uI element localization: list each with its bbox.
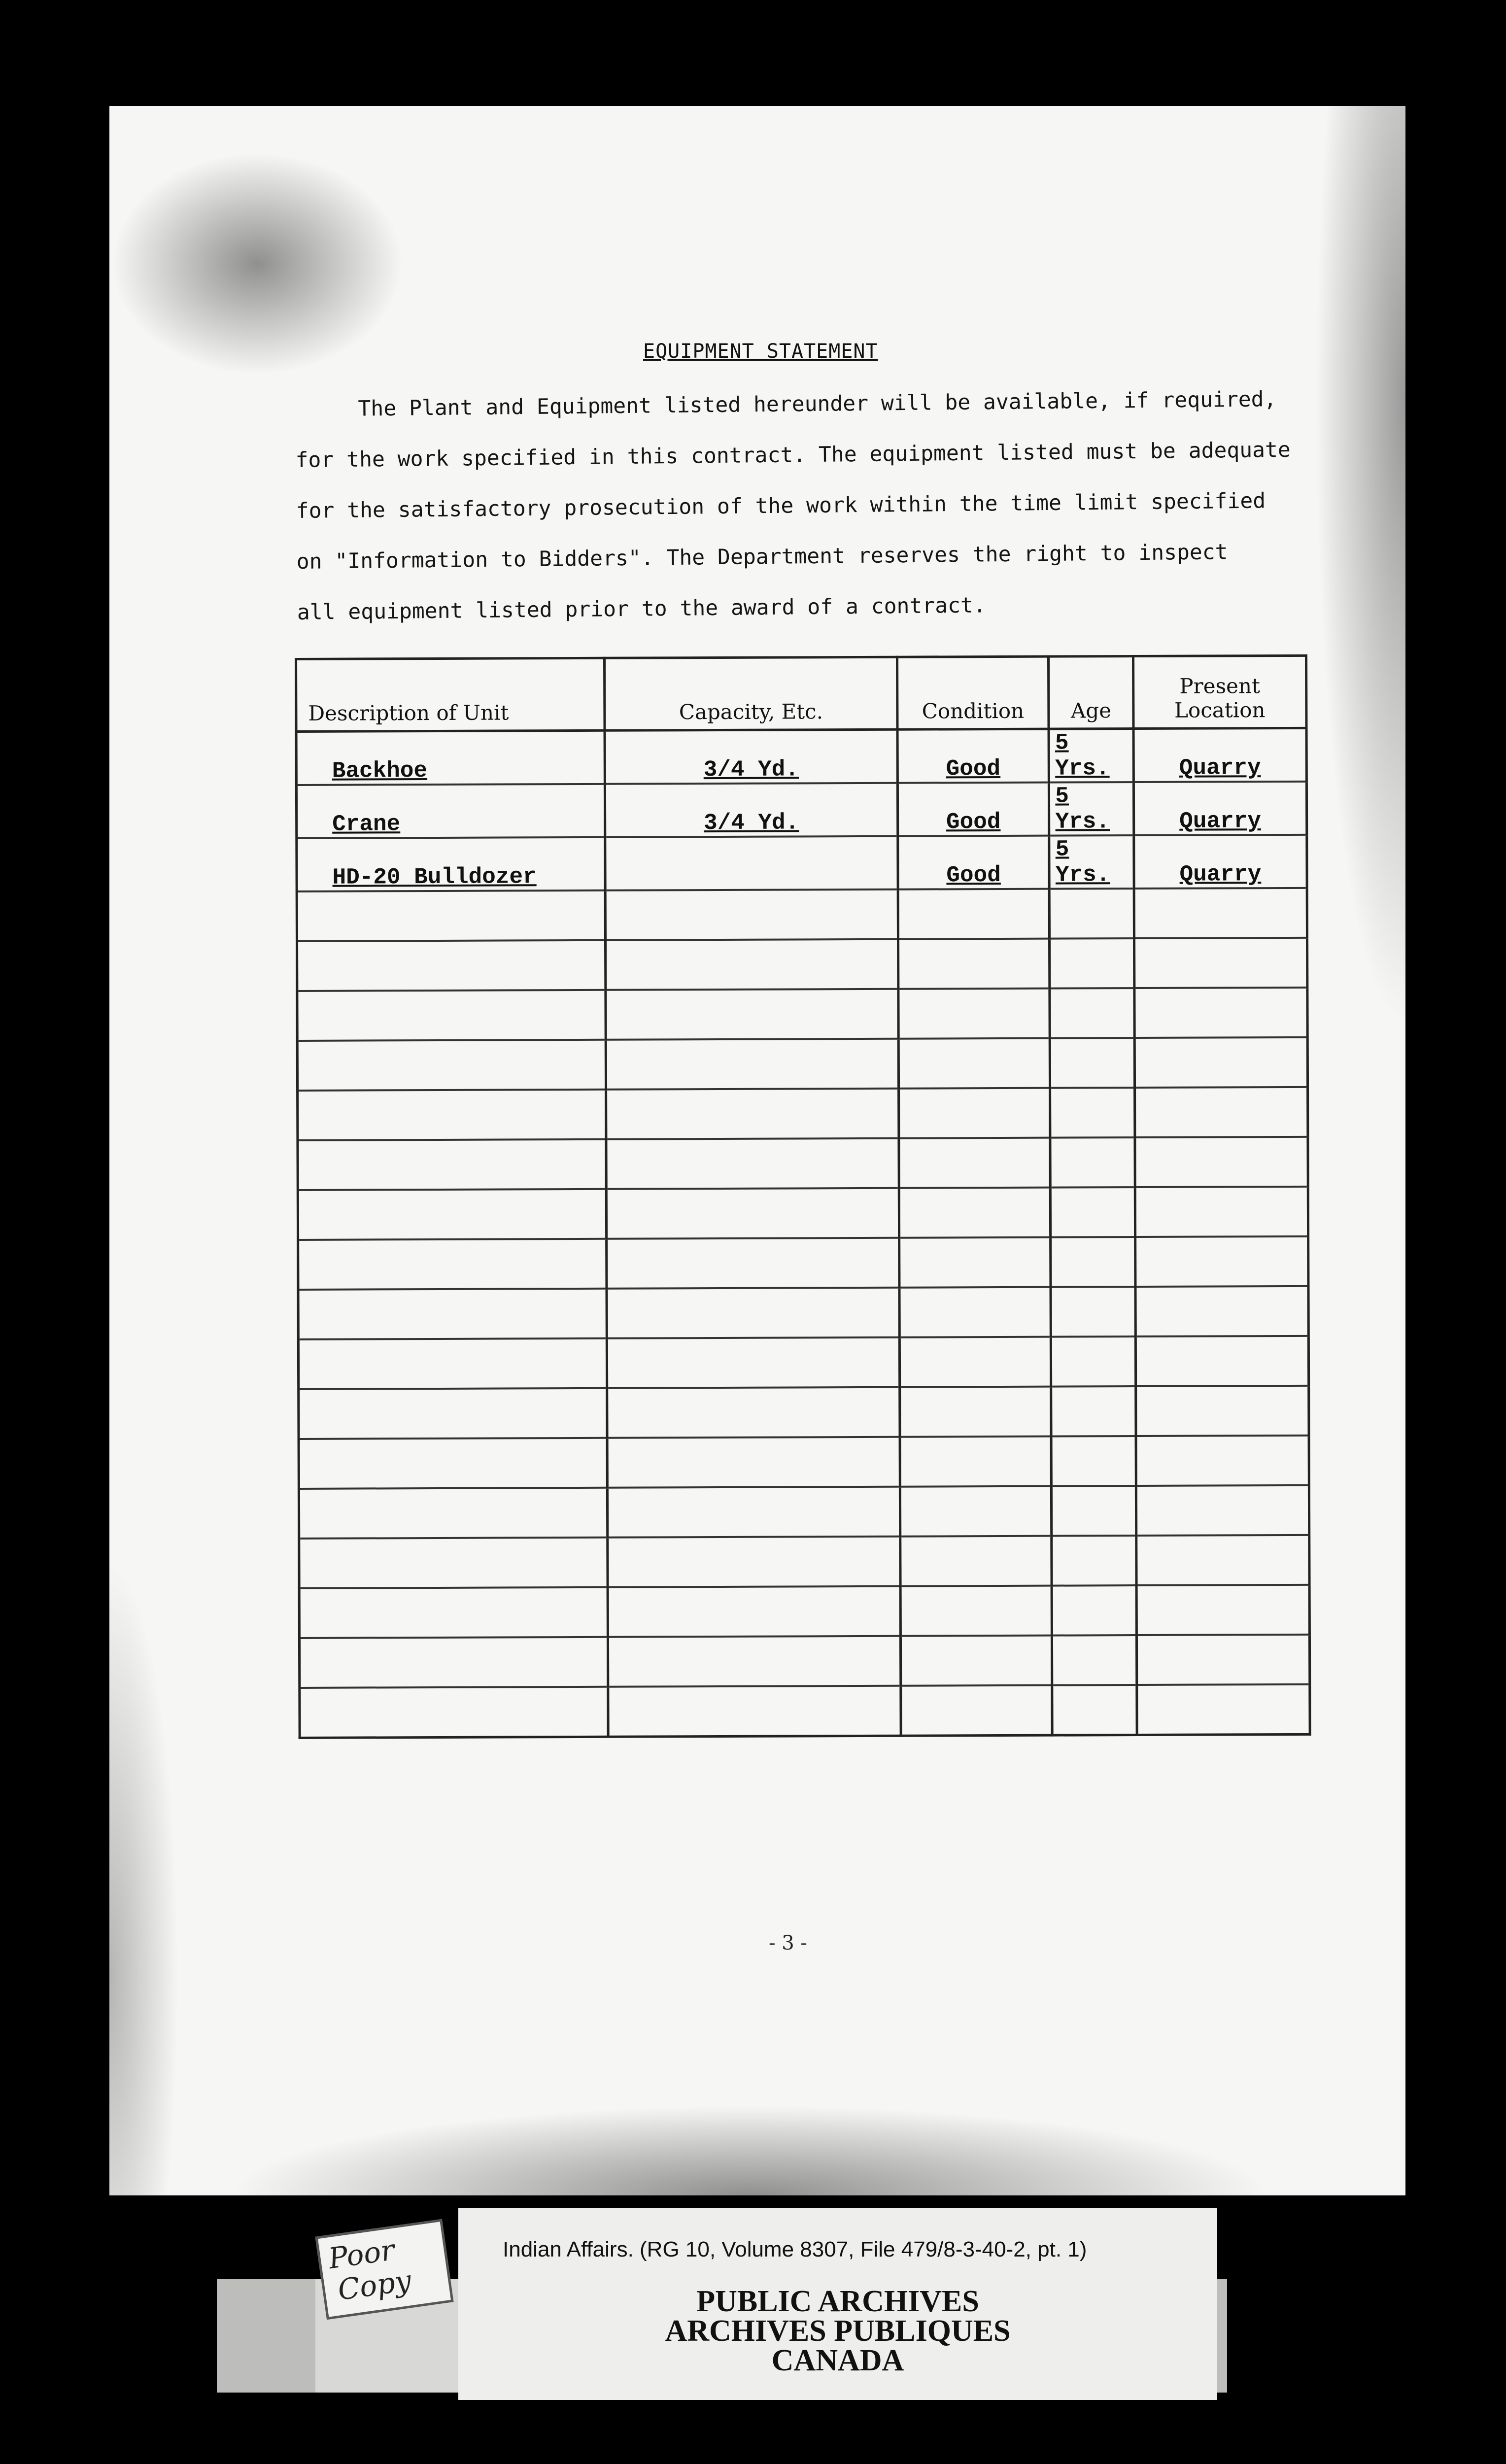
- blank-cell: [1052, 1536, 1136, 1586]
- blank-cell: [898, 889, 1050, 939]
- cell-text: Quarry: [1179, 861, 1262, 888]
- blank-cell: [299, 1488, 608, 1539]
- cell-age: [1049, 782, 1134, 836]
- blank-cell: [1051, 1386, 1136, 1437]
- blank-cell: [1050, 1038, 1135, 1088]
- cell-text: Crane: [332, 811, 401, 837]
- blank-cell: [901, 1685, 1053, 1736]
- archive-name-block: [458, 2287, 1217, 2375]
- cell-condition: [897, 729, 1049, 783]
- blank-cell: [1051, 1287, 1135, 1337]
- paragraph-line: on "Information to Bidders". The Department reserves the right to inspect: [296, 540, 1228, 574]
- blank-cell: [899, 1237, 1051, 1288]
- blank-cell: [298, 1289, 607, 1339]
- cell-location: [1133, 782, 1307, 835]
- blank-cell: [899, 1188, 1051, 1238]
- table-body: [296, 728, 1310, 1738]
- cell-age: [1049, 729, 1133, 783]
- page-heading: EQUIPMENT STATEMENT: [643, 340, 878, 363]
- blank-cell: [300, 1687, 609, 1738]
- blank-cell: [608, 1686, 901, 1737]
- blank-table-row: [300, 1684, 1310, 1738]
- cell-condition: [897, 783, 1049, 836]
- blank-cell: [606, 1039, 899, 1090]
- blank-cell: [1135, 1187, 1308, 1237]
- blank-cell: [1051, 1237, 1135, 1287]
- blank-cell: [606, 939, 898, 990]
- paragraph-line: for the satisfactory prosecution of the work within the time limit specified: [296, 488, 1266, 523]
- cell-description: [296, 784, 605, 838]
- blank-table-row: [298, 1087, 1308, 1140]
- blank-cell: [298, 1338, 607, 1389]
- blank-cell: [299, 1438, 608, 1489]
- blank-cell: [607, 1238, 899, 1289]
- header-location: [1133, 655, 1306, 728]
- blank-cell: [299, 1637, 608, 1688]
- blank-cell: [608, 1636, 901, 1687]
- cell-location: [1133, 728, 1307, 782]
- blank-table-row: [298, 1236, 1308, 1290]
- blank-table-row: [299, 1386, 1309, 1439]
- blank-cell: [898, 939, 1050, 989]
- header-location-line2: Location: [1174, 698, 1266, 722]
- blank-cell: [1134, 988, 1308, 1038]
- blank-cell: [1050, 889, 1134, 939]
- blank-cell: [1135, 1137, 1308, 1187]
- cell-condition: [898, 836, 1050, 890]
- blank-cell: [898, 989, 1050, 1039]
- header-age: Age: [1049, 656, 1133, 729]
- blank-cell: [298, 1239, 607, 1290]
- blank-cell: [297, 990, 606, 1041]
- cell-description: [296, 730, 605, 785]
- table-row: [296, 728, 1306, 785]
- paragraph-line: all equipment listed prior to the award of a contract.: [297, 593, 987, 625]
- blank-cell: [607, 1437, 900, 1488]
- blank-cell: [898, 1088, 1050, 1138]
- cell-capacity: [605, 783, 898, 837]
- cell-text: Good: [946, 756, 1001, 782]
- paragraph-line: for the work specified in this contract. The equipment listed must be adequate: [295, 437, 1291, 473]
- blank-cell: [1136, 1485, 1309, 1536]
- blank-cell: [1135, 1286, 1309, 1336]
- header-description: Description of Unit: [296, 658, 605, 731]
- blank-cell: [899, 1387, 1051, 1437]
- blank-cell: [606, 1089, 899, 1139]
- mount-strip-end-left: [217, 2279, 315, 2393]
- blank-cell: [1136, 1585, 1310, 1635]
- blank-cell: [1050, 938, 1134, 989]
- blank-cell: [1136, 1436, 1309, 1486]
- cell-description: [297, 837, 606, 891]
- cell-capacity: [605, 729, 897, 784]
- blank-cell: [297, 1040, 606, 1091]
- blank-cell: [608, 1487, 900, 1538]
- blank-table-row: [297, 888, 1307, 941]
- blank-cell: [1051, 1436, 1136, 1486]
- blank-cell: [1052, 1635, 1137, 1685]
- blank-table-row: [299, 1436, 1309, 1489]
- blank-cell: [1134, 888, 1307, 938]
- blank-cell: [900, 1486, 1052, 1537]
- cell-text: Good: [946, 809, 1001, 835]
- blank-cell: [900, 1586, 1052, 1636]
- cell-text: Backhoe: [332, 758, 428, 784]
- header-condition: Condition: [897, 656, 1049, 729]
- paragraph-line: The Plant and Equipment listed hereunder will be available, if required,: [358, 387, 1277, 421]
- blank-cell: [1052, 1486, 1136, 1536]
- blank-cell: [899, 1138, 1051, 1188]
- blank-cell: [605, 890, 898, 940]
- header-location-line1: Present: [1179, 674, 1260, 698]
- blank-cell: [1134, 1037, 1308, 1088]
- blank-cell: [900, 1536, 1052, 1586]
- poor-copy-stamp: [315, 2219, 453, 2320]
- blank-table-row: [298, 1187, 1308, 1240]
- blank-cell: [1052, 1685, 1137, 1735]
- blank-cell: [1050, 988, 1134, 1038]
- stamp-line: Copy: [336, 2263, 413, 2307]
- cell-capacity: [605, 836, 898, 890]
- table-header-row: [296, 655, 1307, 731]
- page-number: - 3 -: [769, 1932, 807, 1954]
- blank-cell: [1135, 1336, 1309, 1386]
- blank-cell: [298, 1189, 607, 1240]
- blank-cell: [898, 1038, 1050, 1089]
- stamp-line: Poor: [326, 2233, 397, 2276]
- cell-text: 5 Yrs.: [1055, 730, 1110, 782]
- table-row: [297, 835, 1307, 891]
- archive-line: CANADA: [771, 2344, 904, 2377]
- blank-cell: [297, 940, 606, 991]
- blank-cell: [1137, 1684, 1310, 1735]
- blank-cell: [899, 1337, 1051, 1387]
- cell-text: Quarry: [1179, 808, 1261, 834]
- blank-cell: [1134, 938, 1307, 988]
- blank-cell: [1136, 1386, 1309, 1436]
- blank-cell: [1051, 1336, 1136, 1387]
- cell-age: [1049, 835, 1134, 889]
- blank-table-row: [298, 1286, 1308, 1339]
- blank-cell: [1136, 1635, 1310, 1685]
- cell-text: Good: [946, 862, 1001, 889]
- blank-cell: [607, 1387, 900, 1438]
- blank-cell: [607, 1188, 899, 1239]
- blank-table-row: [299, 1585, 1309, 1638]
- cell-text: 5 Yrs.: [1055, 783, 1110, 835]
- cell-text: 5 Yrs.: [1055, 836, 1110, 888]
- blank-cell: [1135, 1236, 1308, 1287]
- archive-line: PUBLIC ARCHIVES: [696, 2285, 979, 2318]
- blank-cell: [299, 1587, 608, 1638]
- archive-citation: Indian Affairs. (RG 10, Volume 8307, File 479/8-3-40-2, pt. 1): [503, 2237, 1087, 2261]
- blank-cell: [900, 1636, 1052, 1686]
- blank-cell: [1050, 1137, 1135, 1188]
- blank-cell: [607, 1288, 899, 1338]
- blank-cell: [900, 1437, 1052, 1487]
- blank-table-row: [297, 1037, 1307, 1091]
- blank-cell: [1050, 1088, 1135, 1138]
- blank-table-row: [297, 988, 1307, 1041]
- cell-location: [1134, 835, 1307, 889]
- archive-line: ARCHIVES PUBLIQUES: [665, 2314, 1011, 2348]
- blank-cell: [607, 1337, 900, 1388]
- blank-cell: [298, 1139, 607, 1190]
- blank-cell: [1051, 1187, 1135, 1237]
- blank-cell: [606, 1138, 899, 1189]
- blank-cell: [297, 890, 606, 941]
- blank-cell: [608, 1586, 900, 1637]
- blank-table-row: [297, 938, 1307, 991]
- cell-text: 3/4 Yd.: [703, 810, 799, 836]
- blank-cell: [1134, 1087, 1308, 1137]
- blank-cell: [608, 1537, 900, 1587]
- blank-table-row: [298, 1336, 1308, 1389]
- blank-cell: [1052, 1585, 1136, 1636]
- blank-cell: [1136, 1535, 1310, 1585]
- blank-table-row: [299, 1485, 1309, 1539]
- cell-text: HD-20 Bulldozer: [332, 864, 537, 890]
- blank-cell: [298, 1090, 607, 1140]
- blank-table-row: [299, 1635, 1309, 1688]
- equipment-table: [295, 654, 1311, 1739]
- blank-cell: [299, 1388, 608, 1439]
- blank-table-row: [299, 1535, 1309, 1588]
- intro-paragraph: [295, 374, 1327, 638]
- table-row: [296, 782, 1306, 838]
- blank-cell: [606, 989, 898, 1040]
- cell-text: Quarry: [1179, 755, 1261, 781]
- blank-cell: [899, 1287, 1051, 1337]
- cell-text: 3/4 Yd.: [703, 756, 799, 783]
- header-capacity: Capacity, Etc.: [605, 657, 897, 730]
- blank-table-row: [298, 1137, 1308, 1190]
- blank-cell: [299, 1538, 608, 1588]
